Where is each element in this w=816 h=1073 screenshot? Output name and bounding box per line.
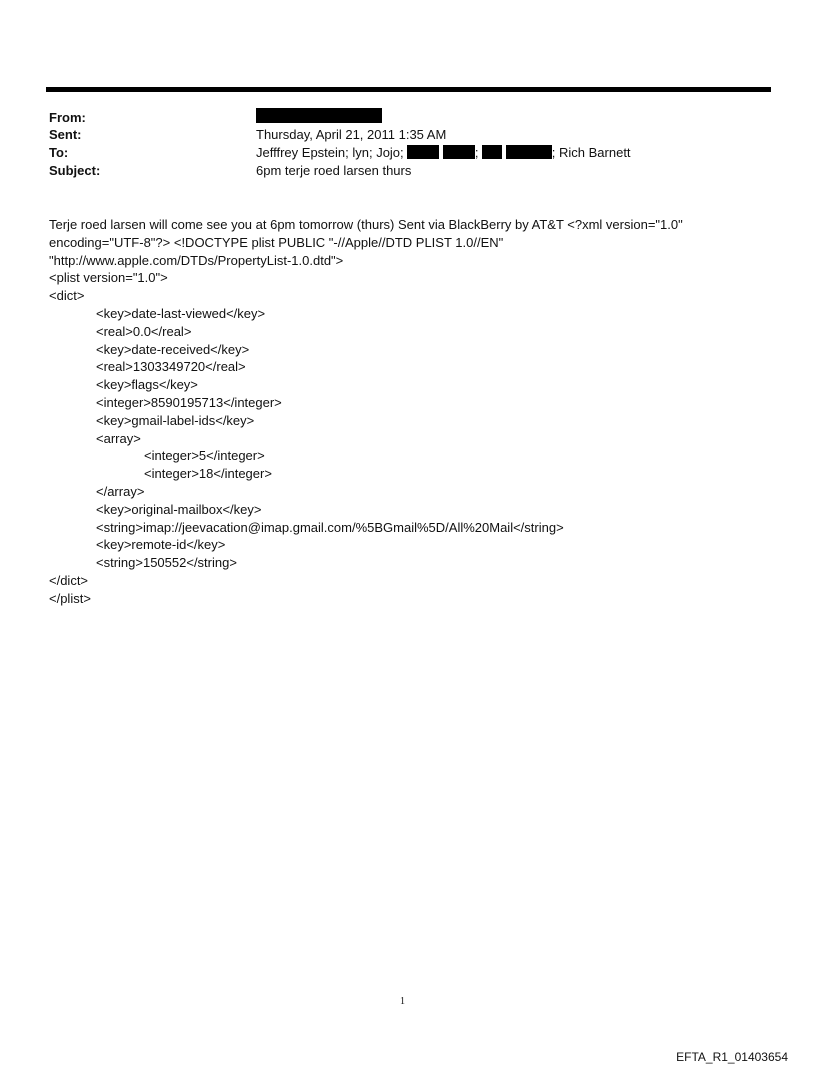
subject-label: Subject: — [49, 163, 101, 178]
to-label: To: — [49, 145, 69, 160]
body-line: <string>imap://jeevacation@imap.gmail.com/%5BGmail%5D/All%20Mail</string> — [96, 519, 564, 535]
body-line: <key>original-mailbox</key> — [96, 501, 262, 517]
redaction-to-1 — [407, 145, 439, 159]
document-id: EFTA_R1_01403654 — [676, 1050, 788, 1064]
email-body — [49, 216, 749, 608]
body-line: <real>1303349720</real> — [96, 359, 246, 375]
body-line: "http://www.apple.com/DTDs/PropertyList-1.0.dtd"> — [49, 252, 344, 268]
subject-value: 6pm terje roed larsen thurs — [256, 163, 412, 178]
body-line: <dict> — [49, 288, 85, 304]
body-line: <real>0.0</real> — [96, 323, 192, 339]
redaction-to-3 — [482, 145, 502, 159]
body-line: <integer>18</integer> — [144, 466, 272, 482]
sent-value: Thursday, April 21, 2011 1:35 AM — [256, 127, 447, 142]
from-label: From: — [49, 110, 86, 125]
body-line: <key>flags</key> — [96, 377, 198, 393]
body-line: <string>150552</string> — [96, 555, 237, 571]
to-value — [256, 144, 631, 161]
to-recipients: Jefffrey Epstein; lyn; Jojo; — [256, 145, 404, 160]
to-last-recipient: ; Rich Barnett — [551, 145, 631, 160]
body-line: Terje roed larsen will come see you at 6pm tomorrow (thurs) Sent via BlackBerry by AT&T <?xml version="1.0" — [49, 217, 683, 232]
body-line: </dict> — [49, 572, 89, 588]
body-line: <key>remote-id</key> — [96, 537, 226, 553]
sent-label: Sent: — [49, 127, 82, 142]
redaction-to-4 — [506, 145, 552, 159]
redaction-from — [256, 108, 382, 123]
body-line: <array> — [96, 430, 141, 446]
redaction-to-2 — [443, 145, 475, 159]
body-line: <plist version="1.0"> — [49, 270, 168, 286]
body-line: <integer>5</integer> — [144, 448, 265, 464]
body-line: </plist> — [49, 590, 91, 606]
body-line: <key>date-last-viewed</key> — [96, 305, 266, 321]
to-separator: ; — [474, 145, 479, 160]
body-line: <key>gmail-label-ids</key> — [96, 412, 255, 428]
body-line: <integer>8590195713</integer> — [96, 394, 282, 410]
page-number: 1 — [400, 996, 405, 1007]
header-rule — [46, 87, 771, 92]
body-line: encoding="UTF-8"?> <!DOCTYPE plist PUBLIC "-//Apple//DTD PLIST 1.0//EN" — [49, 234, 504, 250]
body-line: <key>date-received</key> — [96, 341, 250, 357]
body-line: </array> — [96, 483, 145, 499]
